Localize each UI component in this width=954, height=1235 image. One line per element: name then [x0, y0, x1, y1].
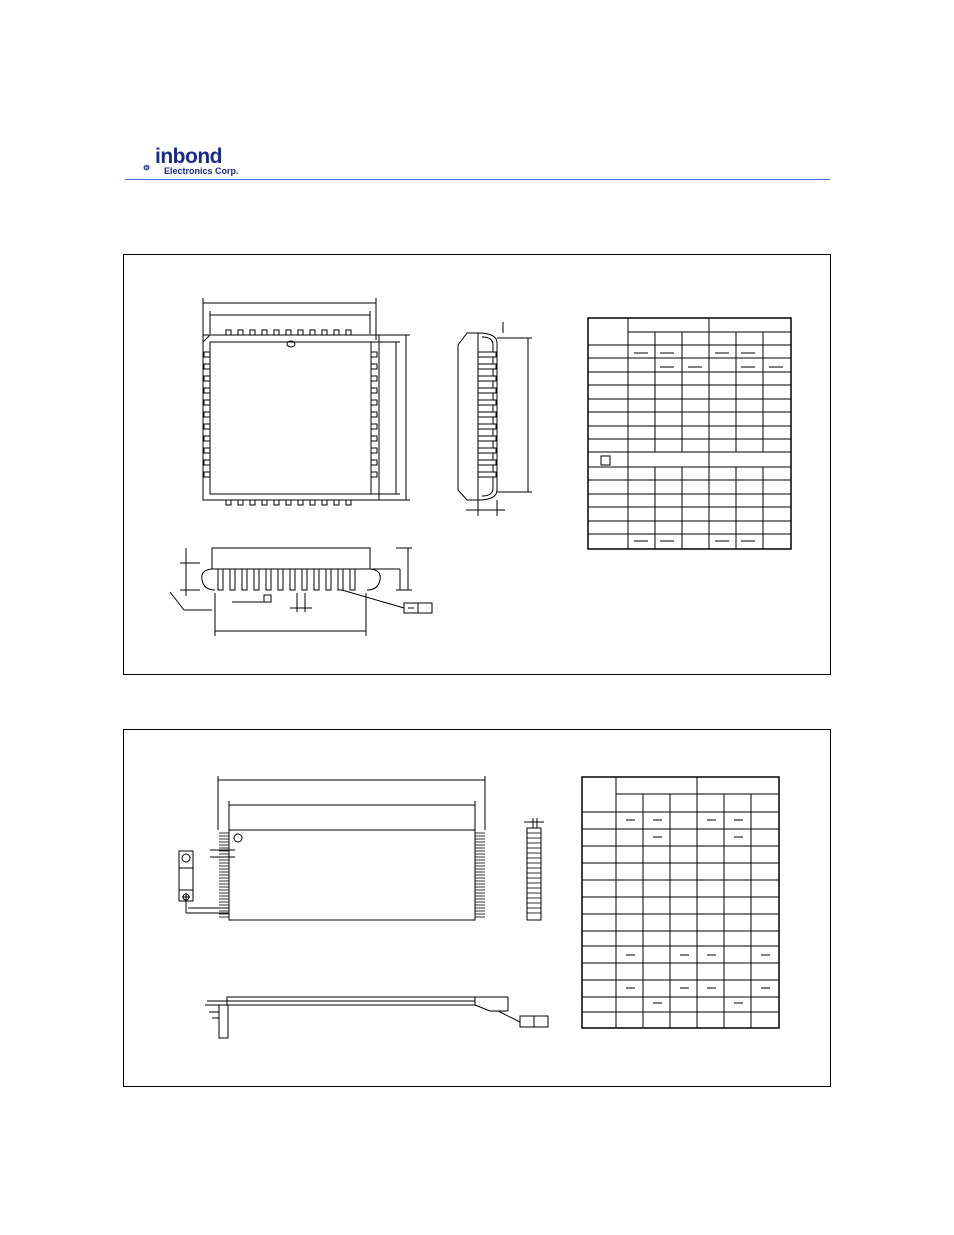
tsop-dimension-table — [582, 777, 779, 1028]
brand-subtitle: Electronics Corp. — [164, 166, 239, 176]
brand-name: inbond — [155, 145, 222, 168]
tsop-side-view — [205, 997, 548, 1038]
